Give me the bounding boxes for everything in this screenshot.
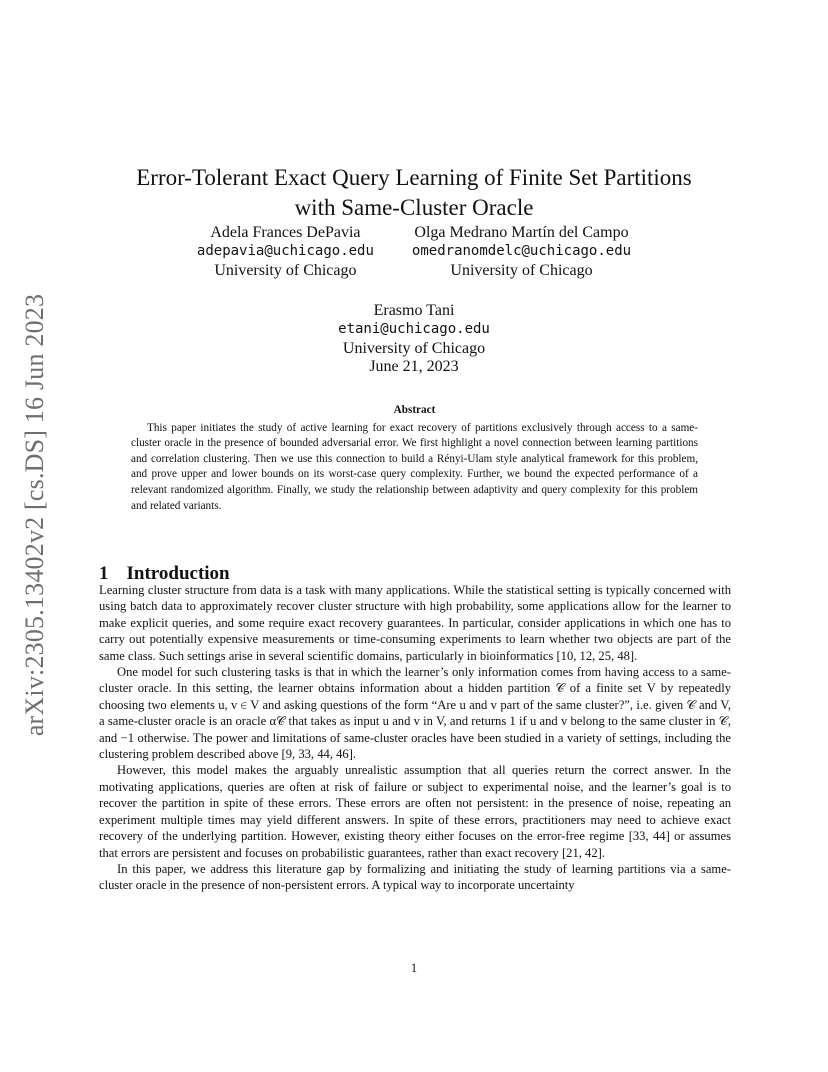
author-entry [150,301,678,358]
author-entry [197,223,374,280]
body-paragraph: Learning cluster structure from data is a task with many applications. While the statistical setting is typically concerned with using batch data to approximately recover cluster structure with high probability, some applications allow for the learner to make explicit queries, and some require exact recovery guarantees. In particular, consider applications in which one has to carry out potentially expensive measurements or time-consuming experiments to learn whether two objects are part of the same class. Such settings arise in several scientific domains, particularly in bioinformatics [10, 12, 25, 48]. [99,583,731,663]
paper-title-line-2: with Same-Cluster Oracle [294,195,534,221]
arxiv-identifier: arXiv:2305.13402v2 [cs.DS] 16 Jun 2023 [20,293,50,737]
abstract-heading: Abstract [393,404,436,416]
author-email: adepavia@uchicago.edu [196,243,374,259]
page-number: 1 [410,961,418,975]
author-affiliation: University of Chicago [450,262,593,279]
body-paragraph: In this paper, we address this literature gap by formalizing and initiating the study of learning partitions via a same-cluster oracle in the presence of non-persistent errors. A typical way to incorporate uncertainty [99,861,731,893]
author-email: etani@uchicago.edu [338,321,490,337]
author-email: omedranomdelc@uchicago.edu [411,243,632,259]
author-affiliation: University of Chicago [342,340,486,357]
body-paragraph: However, this model makes the arguably unrealistic assumption that all queries return the correct answer. In the motivating applications, queries are often at risk of failure or subject to experimental noise, and the learner’s goal is to recover the partition in spite of these errors. These errors are often not persistent: in the presence of noise, repeating an experiment multiple times may yield different answers. In spite of these errors, practitioners may need to achieve exact recovery of the underlying partition. However, existing theory either focuses on the error-free regime [33, 44] or assumes that errors are persistent and focuses on probabilistic guarantees, rather than exact recovery [21, 42]. [99,763,731,860]
abstract-section [131,403,698,514]
author-name: Adela Frances DePavia [210,224,361,241]
author-row [150,223,678,280]
abstract-text: This paper initiates the study of active learning for exact recovery of partitions exclusively through access to a same-cluster oracle in the presence of bounded adversarial error. We first highlight a novel connection between learning partitions and correlation clustering. Then we use this connection to build a Rényi-Ulam style analytical framework for this problem, and prove upper and lower bounds on its worst-case query complexity. Further, we bound the expected performance of a relevant randomized algorithm. Finally, we study the relationship between adaptivity and query complexity for this problem and related variants. [131,421,698,512]
publication-date: June 21, 2023 [369,358,459,375]
introduction-body [99,582,731,894]
section-title: Introduction [126,562,230,584]
author-name: Erasmo Tani [373,302,455,319]
body-paragraph: One model for such clustering tasks is that in which the learner’s only information comes from having access to a same-cluster oracle. In this setting, the learner obtains information about a hidden partition 𝒞 of a finite set V by repeatedly choosing two elements u, v ∈ V and asking questions of the form “Are u and v part of the same cluster?”, i.e. given 𝒞 and V, a same-cluster oracle is an oracle α𝒞 that takes as input u and v in V, and returns 1 if u and v belong to the same cluster in 𝒞, and −1 otherwise. The power and limitations of same-cluster oracles have been studied in a variety of settings, including the clustering problem described above [9, 33, 44, 46]. [99,665,731,762]
paper-title [80,163,748,223]
author-affiliation: University of Chicago [214,262,357,279]
author-block [150,223,678,358]
author-entry [412,223,631,280]
section-number: 1 [99,562,109,584]
paper-title-line-1: Error-Tolerant Exact Query Learning of Finite Set Partitions [136,165,692,191]
author-name: Olga Medrano Martín del Campo [414,224,629,241]
